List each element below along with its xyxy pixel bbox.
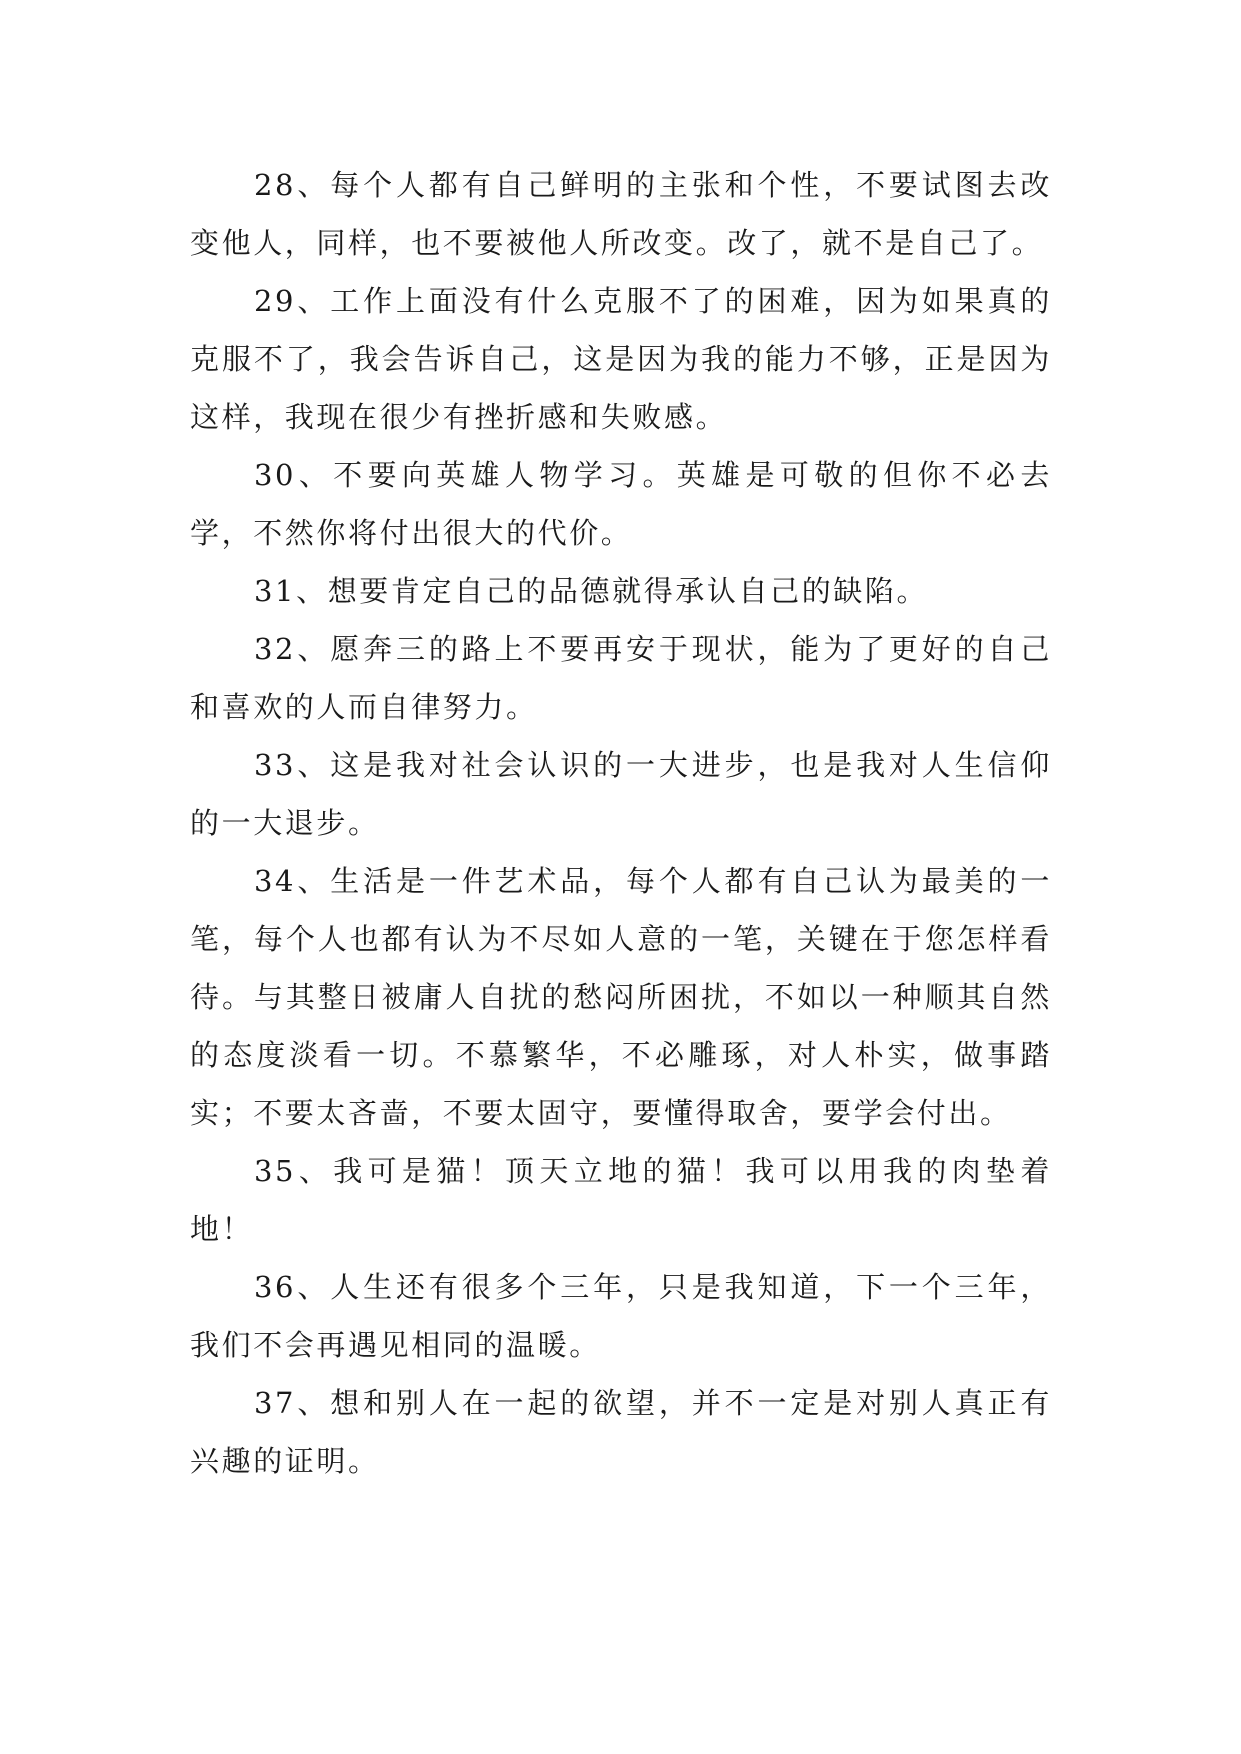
document-body bbox=[190, 156, 1052, 1490]
paragraph-37: 37、想和别人在一起的欲望，并不一定是对别人真正有兴趣的证明。 bbox=[190, 1386, 1052, 1478]
paragraph-32: 32、愿奔三的路上不要再安于现状，能为了更好的自己和喜欢的人而自律努力。 bbox=[190, 632, 1052, 724]
paragraph-33: 33、这是我对社会认识的一大进步，也是我对人生信仰的一大退步。 bbox=[190, 748, 1052, 840]
paragraph-30: 30、不要向英雄人物学习。英雄是可敬的但你不必去学，不然你将付出很大的代价。 bbox=[190, 458, 1052, 550]
paragraph-34: 34、生活是一件艺术品，每个人都有自己认为最美的一笔，每个人也都有认为不尽如人意的一笔，关键在于您怎样看待。与其整日被庸人自扰的愁闷所困扰，不如以一种顺其自然的态度淡看一切。不慕繁华，不必雕琢，对人朴实，做事踏实；不要太吝啬，不要太固守，要懂得取舍，要学会付出。 bbox=[190, 864, 1052, 1130]
paragraph-29: 29、工作上面没有什么克服不了的困难，因为如果真的克服不了，我会告诉自己，这是因为我的能力不够，正是因为这样，我现在很少有挫折感和失败感。 bbox=[190, 284, 1052, 434]
paragraph-28: 28、每个人都有自己鲜明的主张和个性，不要试图去改变他人，同样，也不要被他人所改变。改了，就不是自己了。 bbox=[190, 168, 1052, 260]
paragraph-31: 31、想要肯定自己的品德就得承认自己的缺陷。 bbox=[254, 574, 929, 608]
paragraph-35: 35、我可是猫！顶天立地的猫！我可以用我的肉垫着地！ bbox=[190, 1154, 1052, 1246]
paragraph-36: 36、人生还有很多个三年，只是我知道，下一个三年，我们不会再遇见相同的温暖。 bbox=[190, 1270, 1052, 1362]
